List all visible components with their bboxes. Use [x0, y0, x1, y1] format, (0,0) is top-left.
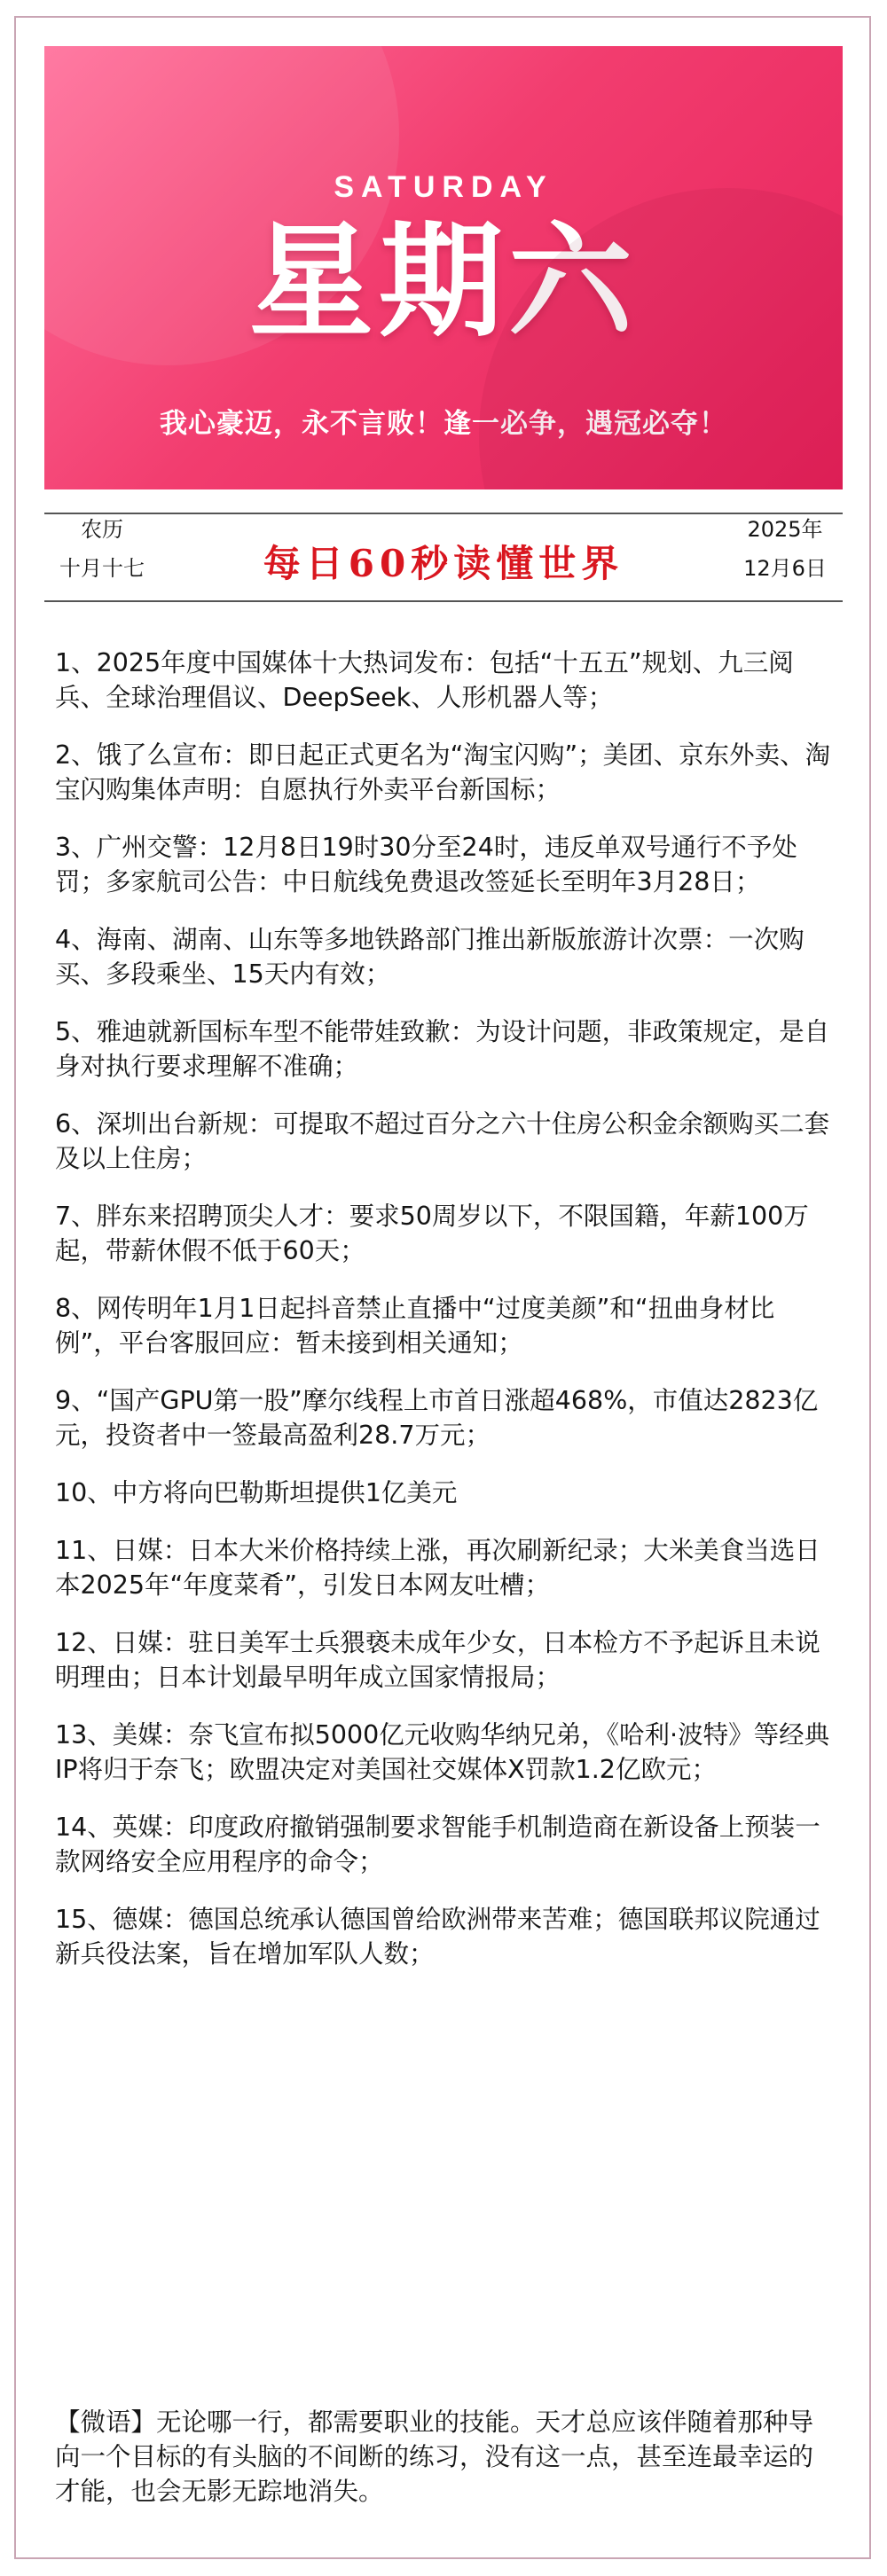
news-item: 13、美媒：奈飞宣布拟5000亿元收购华纳兄弟，《哈利·波特》等经典IP将归于奈飞；欧盟决定对美国社交媒体X罚款1.2亿欧元； [55, 1720, 830, 1784]
solar-date-block [727, 510, 843, 588]
news-item: 5、雅迪就新国标车型不能带娃致歉：为设计问题，非政策规定，是自身对执行要求理解不准确； [55, 1017, 830, 1081]
lunar-date: 十月十七 [59, 556, 145, 581]
slogan: 我心豪迈，永不言败！逢一必争，遇冠必夺！ [160, 408, 727, 440]
year: 2025年 [747, 517, 823, 542]
news-item: 9、“国产GPU第一股”摩尔线程上市首日涨超468%，市值达2823亿元，投资者中一签最高盈利28.7万元； [55, 1386, 819, 1450]
news-item: 2、饿了么宣布：即日起正式更名为“淘宝闪购”；美团、京东外卖、淘宝闪购集体声明：自愿执行外卖平台新国标； [55, 740, 831, 804]
news-item: 7、胖东来招聘顶尖人才：要求50周岁以下，不限国籍，年薪100万起，带薪休假不低于60天； [55, 1202, 809, 1265]
date: 12月6日 [743, 556, 827, 581]
date-row [44, 510, 843, 599]
news-item: 4、海南、湖南、山东等多地铁路部门推出新版旅游计次票：一次购买、多段乘坐、15天内有效； [55, 925, 805, 989]
weekday-chinese: 星期六 [248, 209, 638, 355]
lunar-label: 农历 [81, 517, 123, 542]
header-banner [44, 46, 843, 489]
news-item: 8、网传明年1月1日起抖音禁止直播中“过度美颜”和“扭曲身材比例”，平台客服回应：暂未接到相关通知； [55, 1294, 775, 1358]
daily-quote: 【微语】无论哪一行，都需要职业的技能。天才总应该伴随着那种导向一个目标的有头脑的不间断的练习，没有这一点，甚至连最幸运的才能，也会无影无踪地消失。 [55, 2408, 814, 2506]
news-item: 11、日媒：日本大米价格持续上涨，再次刷新纪录；大米美食当选日本2025年“年度菜肴”，引发日本网友吐槽； [55, 1536, 820, 1600]
news-item: 3、广州交警：12月8日19时30分至24时，违反单双号通行不予处罚；多家航司公告：中日航线免费退改签延长至明年3月28日； [55, 833, 797, 897]
news-item: 14、英媒：印度政府撤销强制要求智能手机制造商在新设备上预装一款网络安全应用程序的命令； [55, 1813, 820, 1876]
page-title: 每日60秒读懂世界 [263, 542, 624, 585]
news-item: 10、中方将向巴勒斯坦提供1亿美元 [55, 1478, 458, 1507]
divider-bottom [44, 600, 843, 602]
news-item: 15、德媒：德国总统承认德国曾给欧洲带来苦难；德国联邦议院通过新兵役法案，旨在增加军队人数； [55, 1905, 820, 1969]
news-item: 1、2025年度中国媒体十大热词发布：包括“十五五”规划、九三阅兵、全球治理倡议、DeepSeek、人形机器人等； [55, 648, 794, 712]
weekday-english: SATURDAY [334, 170, 553, 204]
news-item: 12、日媒：驻日美军士兵猥亵未成年少女，日本检方不予起诉且未说明理由；日本计划最早明年成立国家情报局； [55, 1628, 820, 1692]
news-list [55, 646, 836, 1994]
news-item: 6、深圳出台新规：可提取不超过百分之六十住房公积金余额购买二套及以上住房； [55, 1109, 830, 1173]
